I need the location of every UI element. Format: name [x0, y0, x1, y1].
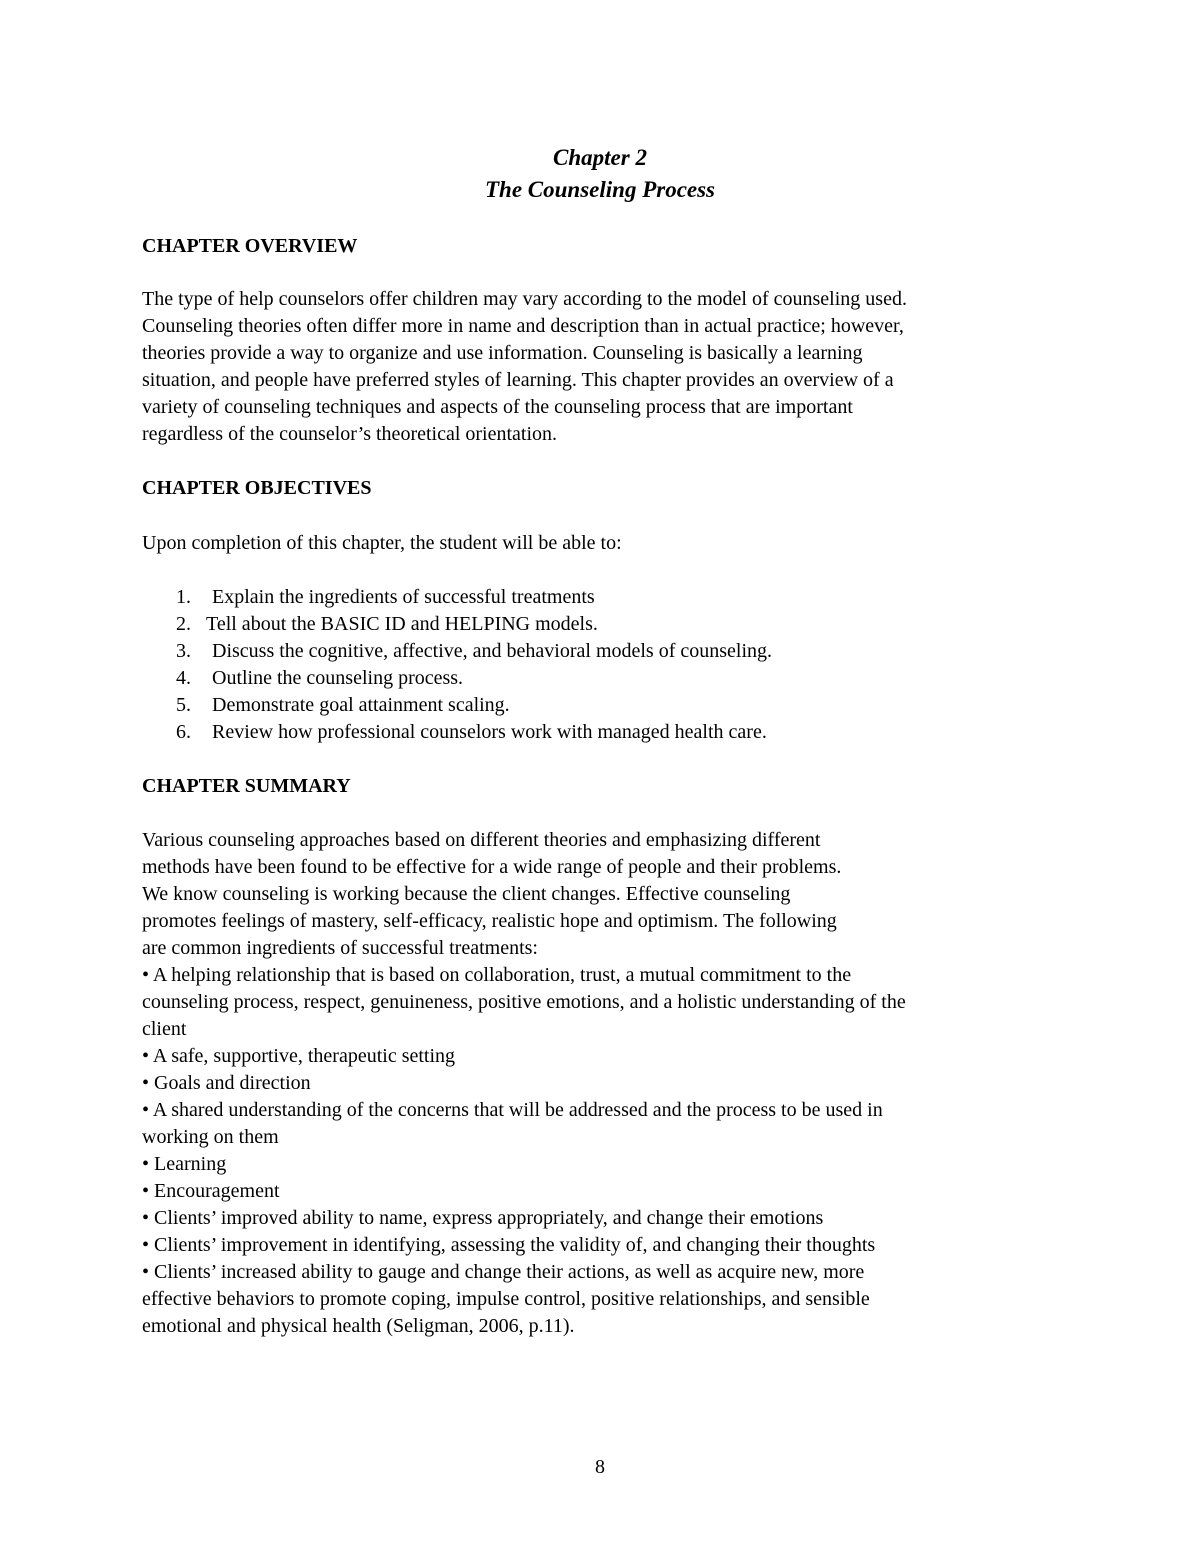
summary-bullet-line: • A safe, supportive, therapeutic setting [142, 1045, 456, 1067]
objective-text: Outline the counseling process. [212, 667, 464, 689]
summary-line: Various counseling approaches based on different theories and emphasizing different [142, 829, 821, 851]
chapter-title: The Counseling Process [484, 177, 716, 202]
overview-line: variety of counseling techniques and aspects of the counseling process that are important [142, 396, 853, 418]
summary-bullet-line: • Clients’ improvement in identifying, assessing the validity of, and changing their thoughts [142, 1234, 876, 1256]
summary-bullet-line: • Learning [142, 1153, 227, 1175]
summary-heading: CHAPTER SUMMARY [142, 775, 351, 797]
summary-bullet-line: • A helping relationship that is based on collaboration, trust, a mutual commitment to the [142, 964, 852, 986]
summary-bullet-line: • A shared understanding of the concerns that will be addressed and the process to be used in [142, 1099, 883, 1121]
objective-text: Demonstrate goal attainment scaling. [212, 694, 510, 716]
overview-line: theories provide a way to organize and use information. Counseling is basically a learning [142, 342, 863, 364]
overview-line: The type of help counselors offer children may vary according to the model of counseling used. [142, 288, 907, 310]
objective-number: 6. [176, 721, 191, 743]
objective-number: 2. [176, 613, 191, 635]
objective-text: Tell about the BASIC ID and HELPING models. [206, 613, 598, 635]
summary-bullet-line: • Goals and direction [142, 1072, 311, 1094]
overview-heading: CHAPTER OVERVIEW [142, 235, 358, 257]
summary-line: are common ingredients of successful treatments: [142, 937, 538, 959]
overview-line: Counseling theories often differ more in name and description than in actual practice; however, [142, 315, 904, 337]
summary-bullet-line: • Clients’ increased ability to gauge and change their actions, as well as acquire new, more [142, 1261, 865, 1283]
summary-bullet-line: • Clients’ improved ability to name, express appropriately, and change their emotions [142, 1207, 824, 1229]
objective-number: 3. [176, 640, 191, 662]
objectives-intro: Upon completion of this chapter, the student will be able to: [142, 532, 622, 554]
summary-line: emotional and physical health (Seligman, 2006, p.11). [142, 1315, 575, 1337]
summary-line: client [142, 1018, 187, 1040]
summary-line: methods have been found to be effective for a wide range of people and their problems. [142, 856, 842, 878]
summary-line: working on them [142, 1126, 279, 1148]
summary-line: counseling process, respect, genuineness, positive emotions, and a holistic understanding of the [142, 991, 906, 1013]
objective-text: Discuss the cognitive, affective, and behavioral models of counseling. [212, 640, 773, 662]
summary-line: effective behaviors to promote coping, impulse control, positive relationships, and sensible [142, 1288, 870, 1310]
summary-line: We know counseling is working because the client changes. Effective counseling [142, 883, 791, 905]
objective-number: 4. [176, 667, 191, 689]
objective-number: 5. [176, 694, 191, 716]
overview-line: regardless of the counselor’s theoretical orientation. [142, 423, 558, 445]
summary-line: promotes feelings of mastery, self-efficacy, realistic hope and optimism. The following [142, 910, 837, 932]
objective-text: Explain the ingredients of successful treatments [212, 586, 595, 608]
summary-bullet-line: • Encouragement [142, 1180, 280, 1202]
page-number: 8 [595, 1456, 605, 1478]
objective-number: 1. [176, 586, 191, 608]
chapter-number: Chapter 2 [553, 145, 647, 170]
objectives-heading: CHAPTER OBJECTIVES [142, 477, 372, 499]
objective-text: Review how professional counselors work with managed health care. [212, 721, 767, 743]
overview-line: situation, and people have preferred styles of learning. This chapter provides an overview of a [142, 369, 894, 391]
